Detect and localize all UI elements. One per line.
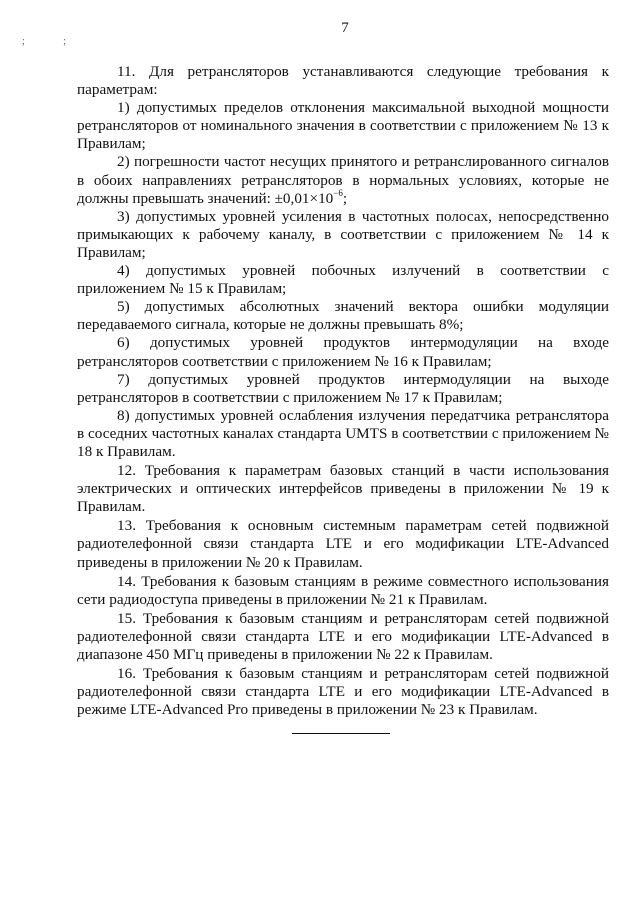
document-body	[77, 63, 609, 719]
list-item: 3) допустимых уровней усиления в частотных полосах, непосредственно примыкающих к рабочему каналу, в соответствии с приложением № 14 к Правилам;	[77, 207, 609, 261]
paragraph-15: 15. Требования к базовым станциям и ретрансляторам сетей подвижной радиотелефонной связи стандарта LTE и его модификации LTE-Advanced в диапазоне 450 МГц приведены в приложении № 22 к Правилам.	[77, 609, 609, 663]
list-item: 8) допустимых уровней ослабления излучения передатчика ретранслятора в соседних частотных каналах стандарта UMTS в соответствии с приложением № 18 к Правилам.	[77, 406, 609, 460]
list-item: 2) погрешности частот несущих принятого и ретранслированного сигналов в обоих направлениях ретрансляторов в нормальных условиях, которые не должны превышать значений: $\pm 0,01\times 10^{-6}$;	[77, 153, 609, 207]
paragraph-16: 16. Требования к базовым станциям и ретрансляторам сетей подвижной радиотелефонной связи стандарта LTE и его модификации LTE-Advanced в режиме LTE-Advanced Pro приведены в приложении № 23 к Правилам.	[77, 665, 609, 719]
scan-marks: ; ;	[22, 36, 85, 47]
list-item: 4) допустимых уровней побочных излучений в соответствии с приложением № 15 к Правилам;	[77, 262, 609, 298]
list-item: 7) допустимых уровней продуктов интермодуляции на выходе ретрансляторов в соответствии с приложением № 17 к Правилам;	[77, 370, 609, 406]
page-number: 7	[341, 20, 349, 36]
paragraph-13: 13. Требования к основным системным параметрам сетей подвижной радиотелефонной связи стандарта LTE и его модификации LTE-Advanced приведены в приложении № 20 к Правилам.	[77, 517, 609, 571]
paragraph-12: 12. Требования к параметрам базовых станций в части использования электрических и оптических интерфейсов приведены в приложении № 19 к Правилам.	[77, 462, 609, 516]
list-item: 5) допустимых абсолютных значений вектора ошибки модуляции передаваемого сигнала, которые не должны превышать 8%;	[77, 298, 609, 334]
list-item: 6) допустимых уровней продуктов интермодуляции на входе ретрансляторов соответствии с приложением № 16 к Правилам;	[77, 334, 609, 370]
paragraph-14: 14. Требования к базовым станциям в режиме совместного использования сети радиодоступа приведены в приложении № 21 к Правилам.	[77, 572, 609, 608]
paragraph-11: 11. Для ретрансляторов устанавливаются следующие требования к параметрам:	[77, 63, 609, 99]
list-item: 1) допустимых пределов отклонения максимальной выходной мощности ретрансляторов от номинального значения в соответствии с приложением № 13 к Правилам;	[77, 99, 609, 153]
end-of-text-rule	[292, 733, 390, 734]
